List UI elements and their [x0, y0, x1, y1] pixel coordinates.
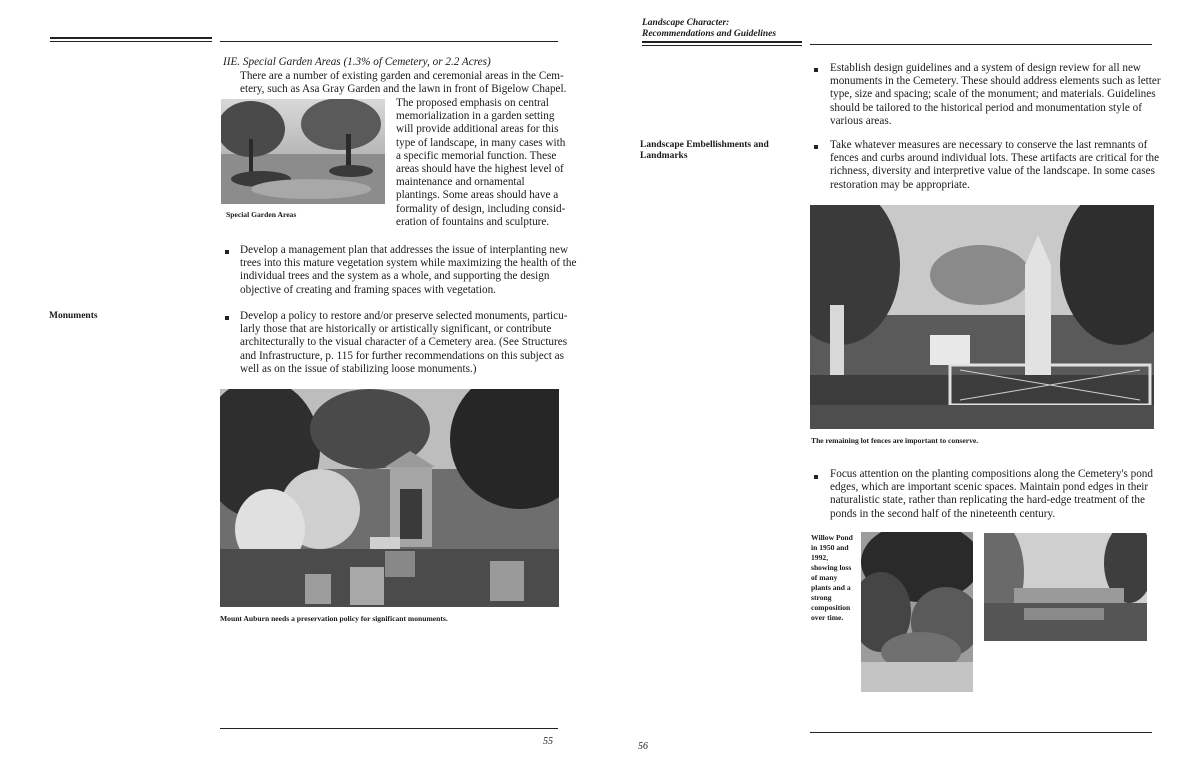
lot-fence-photo	[810, 205, 1154, 429]
embellishments-label	[640, 140, 769, 162]
page-number-55: 55	[543, 736, 553, 747]
text-line: individual trees and the system as a whole, and supporting the design	[240, 270, 550, 283]
text-line: edges, which are important scenic spaces. Maintain pond edges in their	[830, 481, 1149, 494]
special-garden-photo	[221, 99, 385, 204]
caption-line: showing loss	[811, 563, 852, 572]
running-head-title: Landscape Character:	[642, 18, 730, 28]
text-line: ponds in the second half of the nineteenth century.	[830, 507, 1056, 520]
bullet-marker	[814, 68, 818, 72]
text-line: type of landscape, in many cases with	[396, 136, 566, 149]
fence-photo-caption: The remaining lot fences are important to conserve.	[811, 436, 979, 445]
right-top-double-rule-b	[642, 45, 802, 46]
pond-edges-bullet	[830, 468, 1160, 521]
caption-line: over time.	[811, 613, 844, 622]
bullet-marker	[814, 145, 818, 149]
text-line: fences and curbs around individual lots. These artifacts are critical for the	[830, 152, 1160, 165]
section-heading: IIE. Special Garden Areas (1.3% of Cemetery, or 2.2 Acres)	[223, 56, 491, 68]
preservation-bullet	[240, 310, 568, 376]
label-line: Landscape Embellishments and	[640, 140, 769, 150]
text-line: will provide additional areas for this	[396, 123, 559, 136]
text-line: Develop a policy to restore and/or preserve selected monuments, particu-	[240, 310, 568, 322]
bullet-marker	[814, 475, 818, 479]
text-line: The proposed emphasis on central	[396, 97, 549, 109]
fences-bullet	[830, 139, 1160, 192]
text-line: naturalistic state, rather than replicating the hard-edge treatment of the	[830, 494, 1145, 507]
label-line: Landmarks	[640, 151, 688, 161]
text-line: richness, diversity and interpretive value of the landscape. In some cases	[830, 165, 1155, 178]
wrap-paragraph	[396, 97, 566, 229]
text-line: architecturally to the visual character of a Cemetery area. (See Structures	[240, 336, 568, 349]
text-line: type, size and spacing; scale of the monument; and materials. Guidelines	[830, 88, 1156, 101]
text-line: larly those that are historically or artistically significant, or contribute	[240, 323, 552, 336]
text-line: Take whatever measures are necessary to conserve the last remnants of	[830, 139, 1148, 151]
garden-photo-caption: Special Garden Areas	[226, 210, 297, 219]
text-line: well as on the issue of stabilizing loose monuments.)	[240, 362, 477, 375]
text-line: restoration may be appropriate.	[830, 178, 970, 191]
caption-line: 1992,	[811, 553, 829, 562]
monuments-label: Monuments	[49, 311, 98, 321]
right-top-rule	[810, 44, 1152, 45]
intro-paragraph	[240, 70, 567, 96]
caption-line: in 1950 and	[811, 543, 849, 552]
page-number-56: 56	[638, 741, 648, 752]
text-line: memorialization in a garden setting	[396, 110, 555, 123]
text-line: should be tailored to the historical period and monumentation style of	[830, 101, 1142, 114]
design-guidelines-bullet	[830, 62, 1160, 128]
running-head	[642, 18, 776, 40]
willow-pond-1950-photo	[861, 532, 973, 692]
left-top-rule	[220, 41, 558, 42]
text-line: objective of creating and framing spaces with vegetation.	[240, 283, 496, 296]
bullet-marker	[225, 250, 229, 254]
text-line: monuments in the Cemetery. These should address elements such as letter	[830, 75, 1161, 88]
interplanting-bullet	[240, 244, 577, 297]
text-line: etery, such as Asa Gray Garden and the lawn in front of Bigelow Chapel.	[240, 83, 567, 96]
monument-photo	[220, 389, 559, 607]
text-line: various areas.	[830, 114, 892, 127]
caption-line: plants and a	[811, 583, 851, 592]
text-line: eration of fountains and sculpture.	[396, 215, 550, 228]
bullet-marker	[225, 316, 229, 320]
text-line: trees into this mature vegetation system while maximizing the health of the	[240, 257, 577, 270]
running-head-subtitle: Recommendations and Guidelines	[642, 29, 777, 39]
text-line: formality of design, including consid-	[396, 202, 566, 215]
text-line: There are a number of existing garden and ceremonial areas in the Cem-	[240, 70, 564, 82]
left-top-double-rule-b	[50, 41, 212, 42]
text-line: maintenance and ornamental	[396, 176, 525, 189]
caption-line: composition	[811, 603, 851, 612]
text-line: a specific memorial function. These	[396, 149, 557, 162]
text-line: Establish design guidelines and a system of design review for all new	[830, 62, 1142, 74]
caption-line: of many	[811, 573, 838, 582]
caption-line: Willow Pond	[811, 533, 853, 542]
pond-photos-caption	[811, 533, 861, 623]
right-bottom-rule	[810, 732, 1152, 733]
caption-line: strong	[811, 593, 832, 602]
text-line: and Infrastructure, p. 115 for further recommendations on this subject as	[240, 349, 564, 362]
left-bottom-rule	[220, 728, 558, 729]
text-line: plantings. Some areas should have a	[396, 189, 559, 202]
text-line: Develop a management plan that addresses the issue of interplanting new	[240, 244, 569, 256]
monument-photo-caption: Mount Auburn needs a preservation policy for significant monuments.	[220, 614, 448, 623]
right-top-double-rule-a	[642, 41, 802, 43]
willow-pond-1992-photo	[984, 533, 1147, 641]
left-top-double-rule-a	[50, 37, 212, 39]
text-line: Focus attention on the planting compositions along the Cemetery's pond	[830, 468, 1153, 480]
text-line: areas should have the highest level of	[396, 163, 564, 176]
